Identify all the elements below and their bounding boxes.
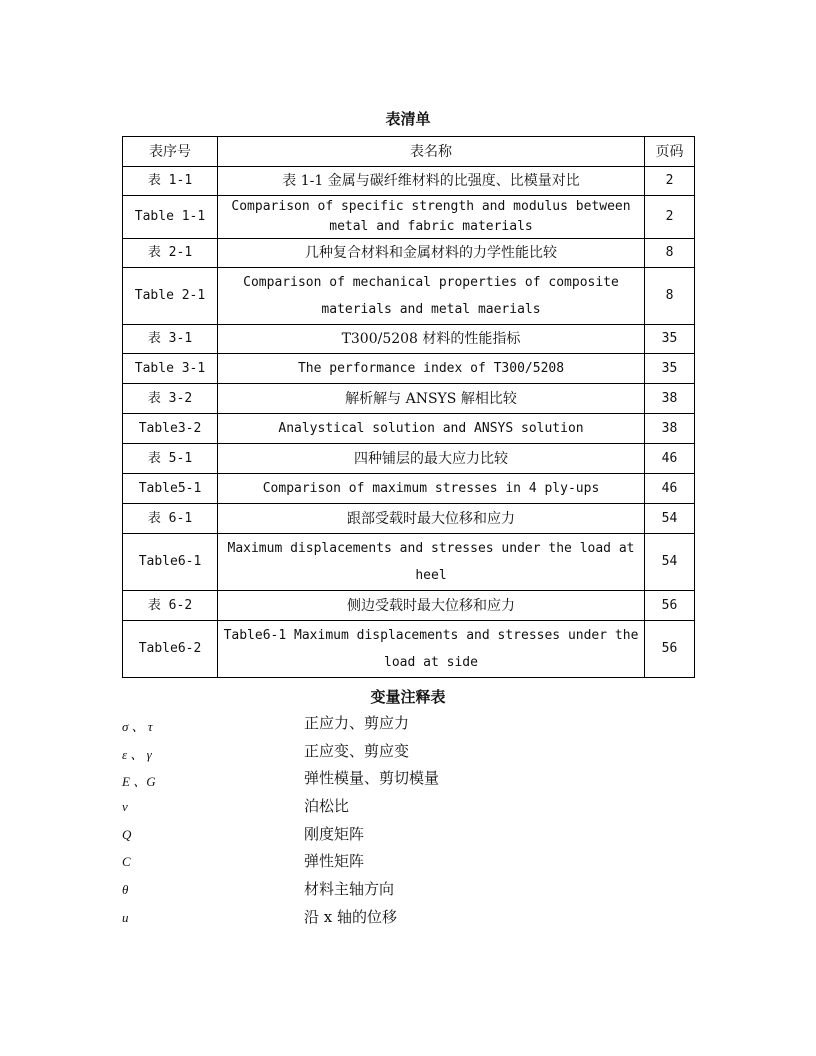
variable-row xyxy=(122,710,622,738)
variable-meaning: 弹性矩阵 xyxy=(304,852,365,871)
row-name: The performance index of T300/5208 xyxy=(218,354,645,384)
row-name: T300/5208 材料的性能指标 xyxy=(218,325,645,354)
table-row xyxy=(123,621,695,678)
variable-meaning: 材料主轴方向 xyxy=(304,880,395,899)
row-name: Comparison of mechanical properties of composite materials and metal maerials xyxy=(218,268,645,325)
variable-symbol: Q xyxy=(122,826,132,842)
row-name: Table6-1 Maximum displacements and stresses under the load at side xyxy=(218,621,645,678)
row-page: 46 xyxy=(645,444,695,474)
row-id: Table 3-1 xyxy=(123,354,218,384)
variables-title: 变量注释表 xyxy=(370,688,446,706)
table-row xyxy=(123,474,695,504)
table-row xyxy=(123,268,695,325)
row-id: 表 3-2 xyxy=(123,384,218,414)
table-list xyxy=(122,136,695,678)
variable-list xyxy=(122,710,622,932)
header-page: 页码 xyxy=(645,137,695,167)
table-row xyxy=(123,504,695,534)
variable-symbol: θ xyxy=(122,882,129,898)
row-page: 8 xyxy=(645,239,695,268)
table-header-row xyxy=(123,137,695,167)
row-page: 56 xyxy=(645,621,695,678)
row-page: 54 xyxy=(645,534,695,591)
row-name: 几种复合材料和金属材料的力学性能比较 xyxy=(218,239,645,268)
row-page: 38 xyxy=(645,384,695,414)
row-name: Maximum displacements and stresses under the load at heel xyxy=(218,534,645,591)
row-page: 46 xyxy=(645,474,695,504)
variable-row xyxy=(122,793,622,821)
variable-row xyxy=(122,876,622,904)
variable-row xyxy=(122,904,622,932)
row-name: 解析解与 ANSYS 解相比较 xyxy=(218,384,645,414)
variable-symbol: u xyxy=(122,909,129,925)
row-name: Analystical solution and ANSYS solution xyxy=(218,414,645,444)
row-name: 表 1-1 金属与碳纤维材料的比强度、比模量对比 xyxy=(218,167,645,196)
table-row xyxy=(123,444,695,474)
row-page: 54 xyxy=(645,504,695,534)
row-name: Comparison of maximum stresses in 4 ply-ups xyxy=(218,474,645,504)
table-row xyxy=(123,354,695,384)
variable-row xyxy=(122,821,622,849)
row-page: 56 xyxy=(645,591,695,621)
row-id: 表 2-1 xyxy=(123,239,218,268)
variable-symbol: ε 、 γ xyxy=(122,746,152,762)
variable-meaning: 弹性模量、剪切模量 xyxy=(304,769,440,788)
row-id: 表 1-1 xyxy=(123,167,218,196)
row-id: Table6-2 xyxy=(123,621,218,678)
variable-symbol: C xyxy=(122,854,131,870)
variable-meaning: 正应力、剪应力 xyxy=(304,714,410,732)
table-row xyxy=(123,167,695,196)
row-name: 跟部受载时最大位移和应力 xyxy=(218,504,645,534)
variable-row xyxy=(122,848,622,876)
row-id: Table5-1 xyxy=(123,474,218,504)
variable-symbol: v xyxy=(122,799,128,815)
row-id: Table 2-1 xyxy=(123,268,218,325)
variable-meaning: 正应变、剪应变 xyxy=(304,741,410,760)
row-name: 侧边受载时最大位移和应力 xyxy=(218,591,645,621)
row-id: Table 1-1 xyxy=(123,196,218,239)
variable-symbol: σ 、 τ xyxy=(122,719,153,734)
row-id: 表 5-1 xyxy=(123,444,218,474)
row-id: Table3-2 xyxy=(123,414,218,444)
variable-meaning: 泊松比 xyxy=(304,797,350,816)
row-page: 38 xyxy=(645,414,695,444)
variable-meaning: 沿 x 轴的位移 xyxy=(304,907,397,926)
variable-symbol: E 、G xyxy=(122,774,156,790)
row-id: 表 6-1 xyxy=(123,504,218,534)
variable-row xyxy=(122,765,622,793)
table-row xyxy=(123,325,695,354)
header-name: 表名称 xyxy=(218,137,645,167)
table-row xyxy=(123,196,695,239)
table-row xyxy=(123,591,695,621)
variable-meaning: 刚度矩阵 xyxy=(304,824,365,843)
row-page: 8 xyxy=(645,268,695,325)
table-list-title: 表清单 xyxy=(385,110,431,128)
row-page: 35 xyxy=(645,325,695,354)
table-row xyxy=(123,239,695,268)
row-id: Table6-1 xyxy=(123,534,218,591)
variable-row xyxy=(122,738,622,766)
row-name: 四种铺层的最大应力比较 xyxy=(218,444,645,474)
row-id: 表 6-2 xyxy=(123,591,218,621)
row-name: Comparison of specific strength and modulus between metal and fabric materials xyxy=(218,196,645,239)
row-page: 2 xyxy=(645,196,695,239)
header-id: 表序号 xyxy=(123,137,218,167)
table-row xyxy=(123,534,695,591)
row-page: 2 xyxy=(645,167,695,196)
row-id: 表 3-1 xyxy=(123,325,218,354)
row-page: 35 xyxy=(645,354,695,384)
table-row xyxy=(123,414,695,444)
table-row xyxy=(123,384,695,414)
